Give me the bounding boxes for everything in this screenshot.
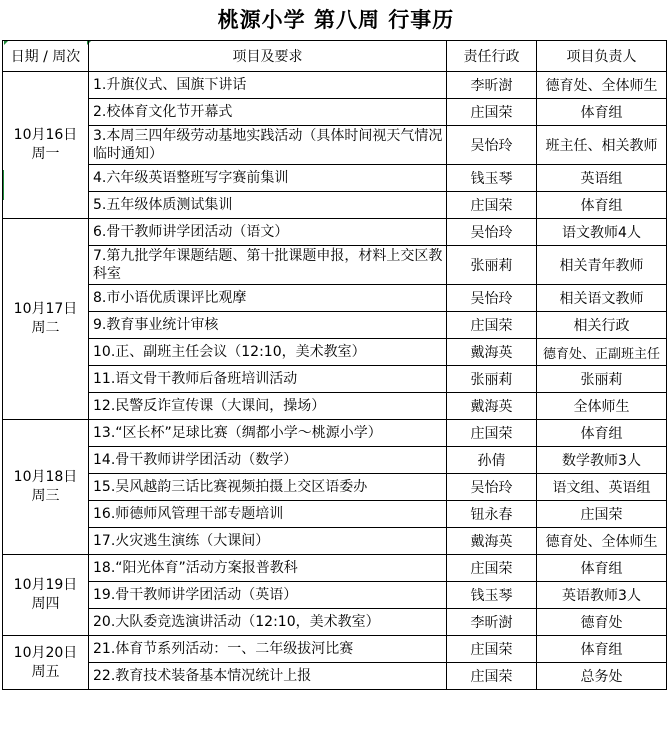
item-cell: 13.“区长杯”足球比赛（绸都小学～桃源小学） [89,420,447,447]
day-cell-fri [3,636,89,690]
owner-cell: 张丽莉 [537,366,667,393]
owner-cell: 德育处、正副班主任 [537,339,667,366]
table-row [3,192,667,219]
header-item: 项目及要求 [89,41,447,72]
admin-cell: 吴怡玲 [447,474,537,501]
admin-cell: 吴怡玲 [447,126,537,165]
item-cell: 5.五年级体质测试集训 [89,192,447,219]
item-cell: 7.第九批学年课题结题、第十批课题申报，材料上交区教科室 [89,246,447,285]
header-date: 日期 / 周次 [3,41,89,72]
admin-cell: 张丽莉 [447,366,537,393]
table-row [3,582,667,609]
table-row [3,339,667,366]
table-row [3,165,667,192]
owner-cell: 全体师生 [537,393,667,420]
day-date: 10月17日 [13,301,78,317]
admin-cell: 戴海英 [447,528,537,555]
day-weekday: 周二 [31,320,60,336]
day-cell-mon [3,72,89,219]
owner-cell: 体育组 [537,192,667,219]
admin-cell: 吴怡玲 [447,285,537,312]
admin-cell: 钱玉琴 [447,582,537,609]
admin-cell: 孙倩 [447,447,537,474]
item-cell: 8.市小语优质课评比观摩 [89,285,447,312]
owner-cell: 相关语文教师 [537,285,667,312]
owner-cell: 语文组、英语组 [537,474,667,501]
day-weekday: 周五 [31,663,60,680]
table-row [3,447,667,474]
day-date: 10月16日 [13,127,78,143]
owner-cell: 相关行政 [537,312,667,339]
item-cell: 6.骨干教师讲学团活动（语文） [89,219,447,246]
day-cell-thu [3,555,89,636]
item-cell: 9.教育事业统计审核 [89,312,447,339]
owner-cell: 体育组 [537,555,667,582]
table-row [3,99,667,126]
owner-cell: 数学教师3人 [537,447,667,474]
owner-cell: 总务处 [537,663,667,690]
table-row [3,420,667,447]
item-cell: 4.六年级英语整班写字赛前集训 [89,165,447,192]
item-cell: 10.正、副班主任会议（12:10，美术教室） [89,339,447,366]
table-row [3,501,667,528]
item-cell: 2.校体育文化节开幕式 [89,99,447,126]
day-weekday: 周一 [31,146,60,162]
owner-cell: 体育组 [537,420,667,447]
owner-cell: 语文教师4人 [537,219,667,246]
admin-cell: 庄国荣 [447,420,537,447]
item-cell: 11.语文骨干教师后备班培训活动 [89,366,447,393]
owner-cell: 德育处、全体师生 [537,528,667,555]
table-row [3,366,667,393]
item-cell: 21.体育节系列活动：一、二年级拔河比赛 [89,636,447,663]
admin-cell: 庄国荣 [447,312,537,339]
item-cell: 20.大队委竞选演讲活动（12:10，美术教室） [89,609,447,636]
table-row [3,72,667,99]
admin-cell: 戴海英 [447,339,537,366]
table-row [3,663,667,690]
admin-cell: 庄国荣 [447,99,537,126]
item-cell: 16.师德师风管理干部专题培训 [89,501,447,528]
item-cell: 14.骨干教师讲学团活动（数学） [89,447,447,474]
item-cell: 22.教育技术装备基本情况统计上报 [89,663,447,690]
admin-cell: 庄国荣 [447,192,537,219]
table-row [3,312,667,339]
page-title: 桃源小学 第八周 行事历 [217,7,455,32]
table-row [3,393,667,420]
day-date: 10月19日 [13,577,78,593]
item-cell: 19.骨干教师讲学团活动（英语） [89,582,447,609]
admin-cell: 张丽莉 [447,246,537,285]
header-owner: 项目负责人 [537,41,667,72]
day-date: 10月20日 [13,644,78,661]
table-row [3,528,667,555]
admin-cell: 吴怡玲 [447,219,537,246]
admin-cell: 庄国荣 [447,663,537,690]
table-row [3,474,667,501]
admin-cell: 钱玉琴 [447,165,537,192]
table-row [3,285,667,312]
owner-cell: 体育组 [537,636,667,663]
admin-cell: 李昕澍 [447,609,537,636]
owner-cell: 班主任、相关教师 [537,126,667,165]
table-row [3,219,667,246]
owner-cell: 英语教师3人 [537,582,667,609]
header-admin: 责任行政 [447,41,537,72]
admin-cell: 钮永春 [447,501,537,528]
item-cell: 12.民警反诈宣传课（大课间，操场） [89,393,447,420]
owner-cell: 德育处、全体师生 [537,72,667,99]
owner-cell: 相关青年教师 [537,246,667,285]
day-cell-wed [3,420,89,555]
admin-cell: 李昕澍 [447,72,537,99]
day-weekday: 周三 [31,488,60,504]
item-cell: 3.本周三四年级劳动基地实践活动（具体时间视天气情况临时通知） [89,126,447,165]
day-date: 10月18日 [13,469,78,485]
admin-cell: 戴海英 [447,393,537,420]
owner-cell: 英语组 [537,165,667,192]
admin-cell: 庄国荣 [447,636,537,663]
day-weekday: 周四 [31,596,60,612]
table-row [3,246,667,285]
table-row [3,555,667,582]
item-cell: 15.吴风越韵三话比赛视频拍摄上交区语委办 [89,474,447,501]
item-cell: 17.火灾逃生演练（大课间） [89,528,447,555]
owner-cell: 体育组 [537,99,667,126]
item-cell: 18.“阳光体育”活动方案报普教科 [89,555,447,582]
item-cell: 1.升旗仪式、国旗下讲话 [89,72,447,99]
schedule-table [2,40,667,690]
header-row [3,41,667,72]
day-cell-tue [3,219,89,420]
admin-cell: 庄国荣 [447,555,537,582]
table-row [3,636,667,663]
owner-cell: 德育处 [537,609,667,636]
table-row [3,609,667,636]
owner-cell: 庄国荣 [537,501,667,528]
table-row [3,126,667,165]
